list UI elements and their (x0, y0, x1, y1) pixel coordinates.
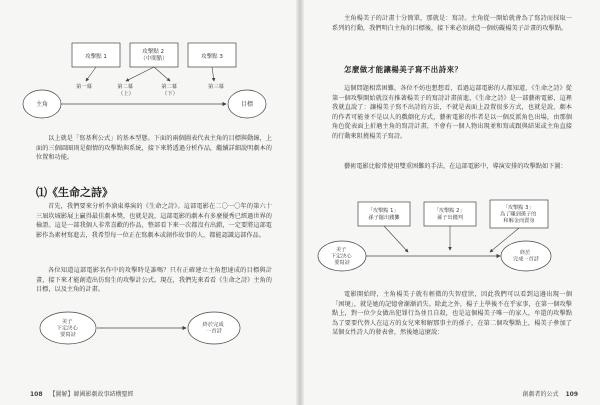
goal-node (501, 241, 551, 271)
svg-text:終於完成 一首詩: 終於完成 一首詩 (202, 322, 224, 335)
diagram-attack-points (304, 188, 600, 280)
book-gutter (296, 0, 304, 405)
attack-point-box (72, 43, 120, 67)
protagonist-node (40, 312, 96, 344)
svg-text:目標: 目標 (240, 101, 254, 108)
diagram-screenwriting-formula (0, 0, 296, 135)
page-footer (523, 389, 578, 398)
running-title: 【圖解】韓國影劇故事結構聖經 (49, 391, 134, 398)
paragraph: 電影開始時，主角楊美子就有輕微的失智症狀，因此我們可以看到這邊出現一個「困境」，就是她的記憶會漸漸消失。除此之外，楊子上學後不在乎家事，在第一個攻擊點上，對一位少女做出犯罪行為並且自殺，也是這個楊美子唯一的家人，牟還的攻擊點為了要要代替人在這方的女兒來和解那事主的孫子，在第二個攻擊點上，楊美子參加了某個女性詩人的發表會，然後她這麼說： (332, 291, 572, 337)
right-page (304, 0, 600, 405)
svg-text:「攻擊點 1」 孫子擺出錢攤: 「攻擊點 1」 孫子擺出錢攤 (367, 208, 400, 221)
protagonist-node (23, 90, 61, 118)
left-page (0, 0, 296, 405)
attack-point-label: 攻擊點 1 (85, 54, 107, 60)
question-heading: 怎麼做才能讓楊美子寫不出詩來？ (344, 65, 463, 74)
paragraph: 首先，我們要來分析李滄東導演的《生命之詩》。這部電影在二〇一〇年的第六十三屆坎城影展上贏得最佳劇本獎，也就是說，這部電影的劇本有多麼優秀已經過世界的檢證。這是一部我個人非常喜歡的作品，整部看下來一次都沒有出錯，一定要將這部電影作為素材寫進去，我希望每一位正在寫劇本或創作故事的人，都能認識這部作品。 (36, 203, 272, 239)
attack-point-box (188, 43, 236, 67)
section-heading: ⑴《生命之詩》 (36, 186, 113, 199)
protagonist-node (318, 241, 366, 271)
attack-point-label: 攻擊點 2 （中間點） (140, 49, 168, 62)
attack-point-box (358, 202, 410, 226)
running-title: 創劇者的公式 (522, 391, 559, 398)
svg-text:美子 下定決心 要寫: 美子 下定決心 要寫詩 (330, 247, 352, 266)
page-number: 108 (30, 391, 43, 398)
page-number: 109 (565, 391, 578, 398)
diagram-protagonist-goal (0, 306, 296, 366)
paragraph: 主角楊美子的計畫十分簡單，那就是：寫詩。主角從一開始就會為了寫詩而採取一系列的行動，我們明白主角的目標後，接下來必須創造一個妨礙楊美子計畫的攻擊點。 (332, 15, 572, 32)
paragraph: 藝術電影比較常使用雙重困難的手法，在這部電影中，導演安排的攻擊點如下圖： (344, 163, 567, 170)
paragraph: 這個問題相當困難，各位不妨也想想看，看過這部電影的人都知道，《生命之詩》從第一個攻擊開始就沒有推著楊美子的寫詩計畫前進，《生命之詩》是一部藝術電影，這裡我就直說了：讓楊美子寫不出詩的方法，不就是表面上設置很多方式，也就是說，劇本的作者可能並不是以人的戲劇化方式，藝術電影的作者是以一個反派角色出場，由那個角色從表面上折磨主角的寫詩計畫，不會有一個人物出現並和寫或跟與結果或主角直接的行動來阻撓楊美子寫詩。 (332, 85, 572, 140)
plot-label: 第一幕 (76, 84, 92, 90)
svg-text:「攻擊點 2」 孫子出錢判: 「攻擊點 2」 孫子出錢判 (433, 208, 465, 221)
attack-point-box (424, 202, 476, 226)
svg-text:終於 完成一首詩: 終於 完成一首詩 (513, 250, 539, 263)
paragraph: 以上就是「寫基利公式」的基本型態。下面的兩個圖表代表主角的目標與動線，上面的三個圓圈則是劇情的攻擊點與系統，接下來將透過分析作品，繼續詳細說明劇本的位置和功能。 (36, 135, 272, 162)
goal-node (188, 312, 240, 344)
goal-node (228, 90, 266, 118)
plot-label: 第二幕 （上） (117, 84, 134, 97)
svg-text:主角: 主角 (35, 101, 49, 108)
plot-label: 第三幕 (208, 84, 224, 90)
paragraph: 各位知道這部電影名作中的攻擊時是誰嗎？只有正確建立主角想達成的目標與計畫，接下來才能創造出仿寫生的攻擊計公式。現在，我們先來看看《生命之詩》主角的目標，以及主角的計畫。 (36, 267, 272, 294)
attack-point-box (130, 43, 178, 67)
page-footer (30, 389, 133, 398)
attack-point-box (490, 200, 548, 228)
svg-text:「攻擊點 3」 為了賺到孫子的: 「攻擊點 3」 為了賺到孫子的 和解金而賣身 (500, 205, 537, 224)
attack-point-label: 攻擊點 3 (201, 54, 223, 60)
svg-text:美子 下定決心 要寫: 美子 下定決心 要寫詩 (56, 319, 78, 338)
plot-label: 第二幕 （下） (161, 84, 178, 97)
